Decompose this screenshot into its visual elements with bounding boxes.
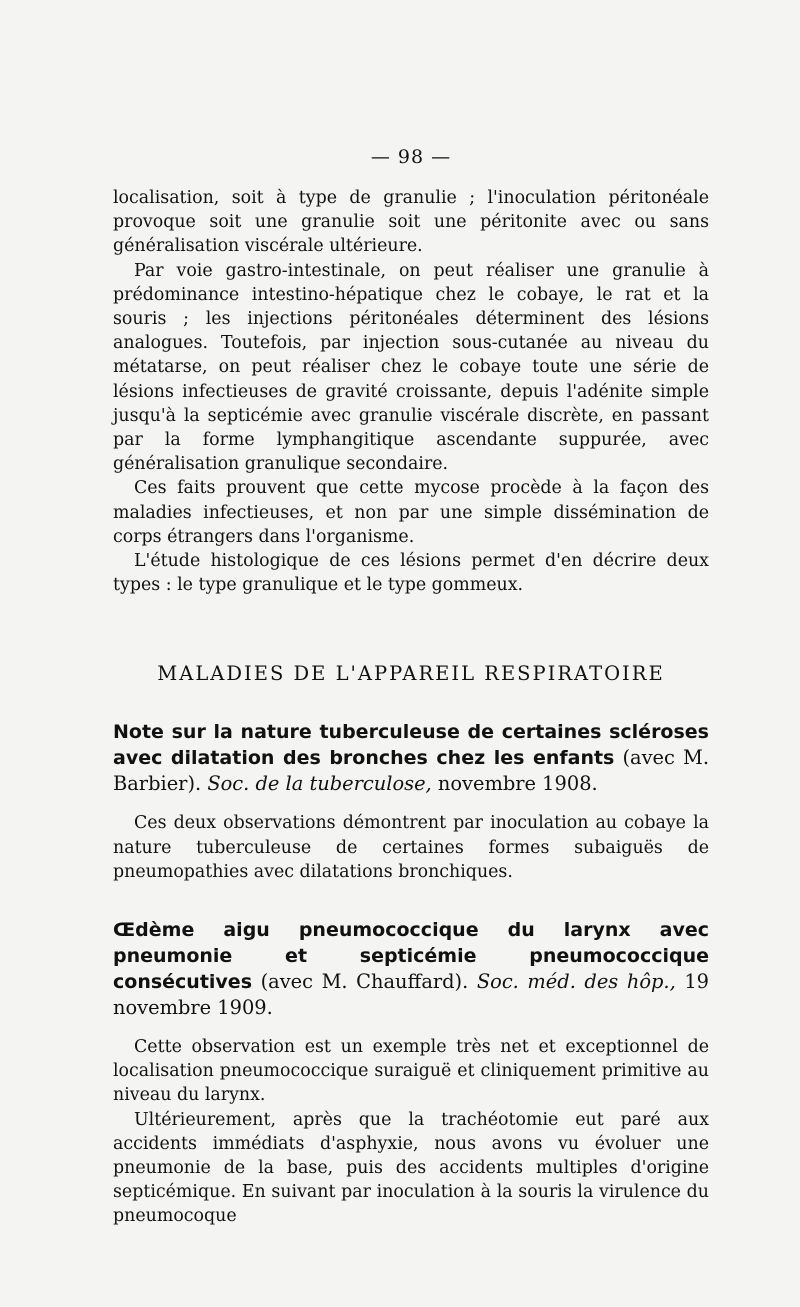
paragraph: Cette observation est un exemple très net et exceptionnel de localisation pneumococcique suraiguë et cliniquement primitive au niveau du larynx. — [113, 1037, 709, 1106]
entry-body — [113, 1035, 709, 1229]
intro-text — [113, 186, 709, 597]
entry-journal: Soc. de la tuberculose, — [207, 772, 432, 796]
entry-date: 19 novembre 1909. — [113, 970, 709, 1020]
entry-coauthor: (avec M. Chauffard). — [252, 970, 477, 994]
bibliography-entry — [113, 917, 709, 1229]
page-number: — 98 — — [370, 146, 452, 168]
entry-coauthor: (avec M. Barbier). — [113, 746, 710, 796]
entry-title — [113, 719, 709, 797]
paragraph: Par voie gastro-intestinale, on peut réaliser une granulie à prédominance intestino-hépatique chez le cobaye, le rat et la souris ; les injections péritonéales déterminent des lésions analogues. Toutefois, par injection sous-cutanée au niveau du métatarse, on peut réaliser chez le cobaye toute une série de lésions infectieuses de gravité croissante, depuis l'adénite simple jusqu'à la septicémie avec granulie viscérale discrète, en passant par la forme lymphangitique ascendante suppurée, avec généralisation granulique secondaire. — [113, 260, 709, 475]
entry-title — [113, 917, 709, 1021]
bibliography-entry — [113, 719, 709, 884]
paragraph: Ultérieurement, après que la trachéotomie eut paré aux accidents immédiats d'asphyxie, nous avons vu évoluer une pneumonie de la base, puis des accidents multiples d'origine septicémique. En suivant par inoculation à la souris la virulence du pneumocoque — [113, 1109, 709, 1227]
entry-title-text: Note sur la nature tuberculeuse de certaines scléroses avec dilatation des bronches chez les enfants — [113, 721, 709, 770]
paragraph: Ces faits prouvent que cette mycose procède à la façon des maladies infectieuses, et non par une simple dissémination de corps étrangers dans l'organisme. — [113, 478, 709, 547]
paragraph: Ces deux observations démontrent par inoculation au cobaye la nature tuberculeuse de certaines formes subaiguës de pneumopathies avec dilatations bronchiques. — [113, 813, 709, 882]
section-heading: MALADIES DE L'APPAREIL RESPIRATOIRE — [157, 662, 665, 686]
paragraph: localisation, soit à type de granulie ; l'inoculation péritonéale provoque soit une granulie soit une péritonite avec ou sans généralisation viscérale ultérieure. — [113, 188, 709, 257]
entry-journal: Soc. méd. des hôp., — [476, 970, 676, 994]
entry-body — [113, 811, 709, 884]
paragraph: L'étude histologique de ces lésions permet d'en décrire deux types : le type granulique et le type gommeux. — [113, 551, 709, 596]
entry-date: novembre 1908. — [431, 772, 598, 796]
entry-title-text: Œdème aigu pneumococcique du larynx avec pneumonie et septicémie pneumococcique consécutives — [113, 919, 709, 994]
